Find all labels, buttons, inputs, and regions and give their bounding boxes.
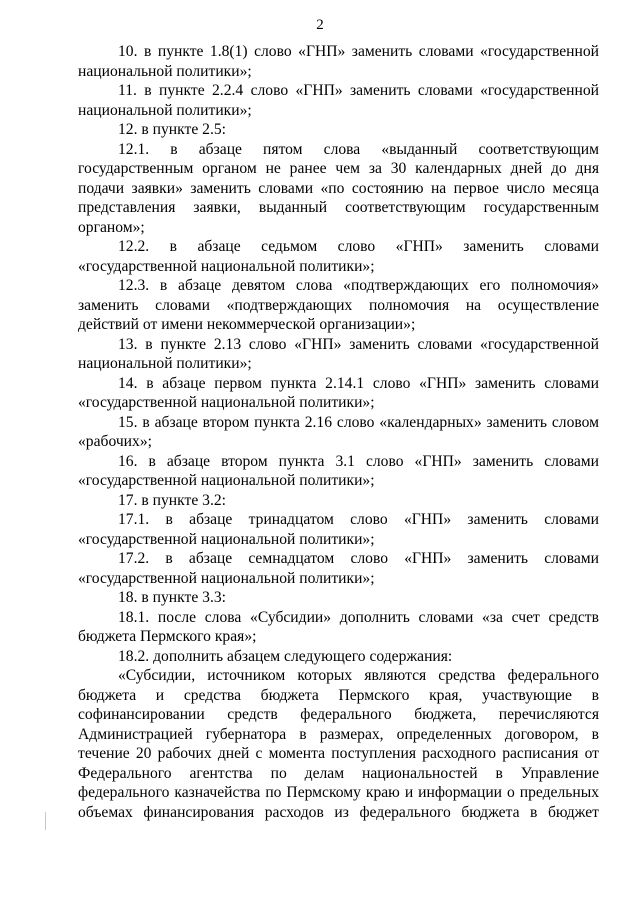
paragraph-11: 11. в пункте 2.2.4 слово «ГНП» заменить словами «государственной национальной политики»; (78, 82, 599, 119)
page-number: 2 (316, 17, 324, 33)
paragraph-12-2: 12.2. в абзаце седьмом слово «ГНП» заменить словами «государственной национальной политики»; (78, 238, 599, 275)
paragraph-18: 18. в пункте 3.3: (118, 589, 226, 606)
paragraph-12-1: 12.1. в абзаце пятом слова «выданный соответствующим государственным органом не ранее чем за 30 календарных дней до дня подачи заявки» заменить словами «по состоянию на первое число месяца представления заявки, выданный соответствующим государственным органом»; (78, 140, 599, 236)
paragraph-17: 17. в пункте 3.2: (118, 491, 226, 509)
paragraph-quote: «Субсидии, источником которых являются средства федерального бюджета и средства бюджета Пермского края, участвующие в софинансировании средств федерального бюджета, перечисляются Администрацией губернатора в размерах, определенных договором, в течение 20 рабочих дней с момента поступления расходного расписания от Федерального агентства по делам национальностей в Управление федерального казначейства по Пермскому краю и информации о предельных объемах финансирования расходов из федерального бюджета в бюджет (78, 667, 599, 821)
margin-mark (45, 812, 46, 830)
paragraph-18-2: 18.2. дополнить абзацем следующего содержания: (118, 647, 453, 665)
paragraph-17-2: 17.2. в абзаце семнадцатом слово «ГНП» заменить словами «государственной национальной политики»; (78, 550, 599, 587)
document-body (78, 42, 599, 822)
paragraph-15: 15. в абзаце втором пункта 2.16 слово «календарных» заменить словом «рабочих»; (78, 413, 599, 450)
paragraph-10: 10. в пункте 1.8(1) слово «ГНП» заменить словами «государственной национальной политики»; (78, 43, 599, 80)
paragraph-17-1: 17.1. в абзаце тринадцатом слово «ГНП» заменить словами «государственной национальной политики»; (78, 511, 599, 548)
paragraph-14: 14. в абзаце первом пункта 2.14.1 слово «ГНП» заменить словами «государственной национальной политики»; (78, 374, 599, 411)
paragraph-18-1: 18.1. после слова «Субсидии» дополнить словами «за счет средств бюджета Пермского края»; (78, 608, 599, 645)
paragraph-13: 13. в пункте 2.13 слово «ГНП» заменить словами «государственной национальной политики»; (78, 335, 599, 372)
paragraph-12-3: 12.3. в абзаце девятом слова «подтверждающих его полномочия» заменить словами «подтверждающих полномочия на осуществление действий от имени некоммерческой организации»; (78, 277, 599, 333)
paragraph-16: 16. в абзаце втором пункта 3.1 слово «ГНП» заменить словами «государственной национальной политики»; (78, 452, 599, 489)
paragraph-12: 12. в пункте 2.5: (118, 121, 226, 138)
